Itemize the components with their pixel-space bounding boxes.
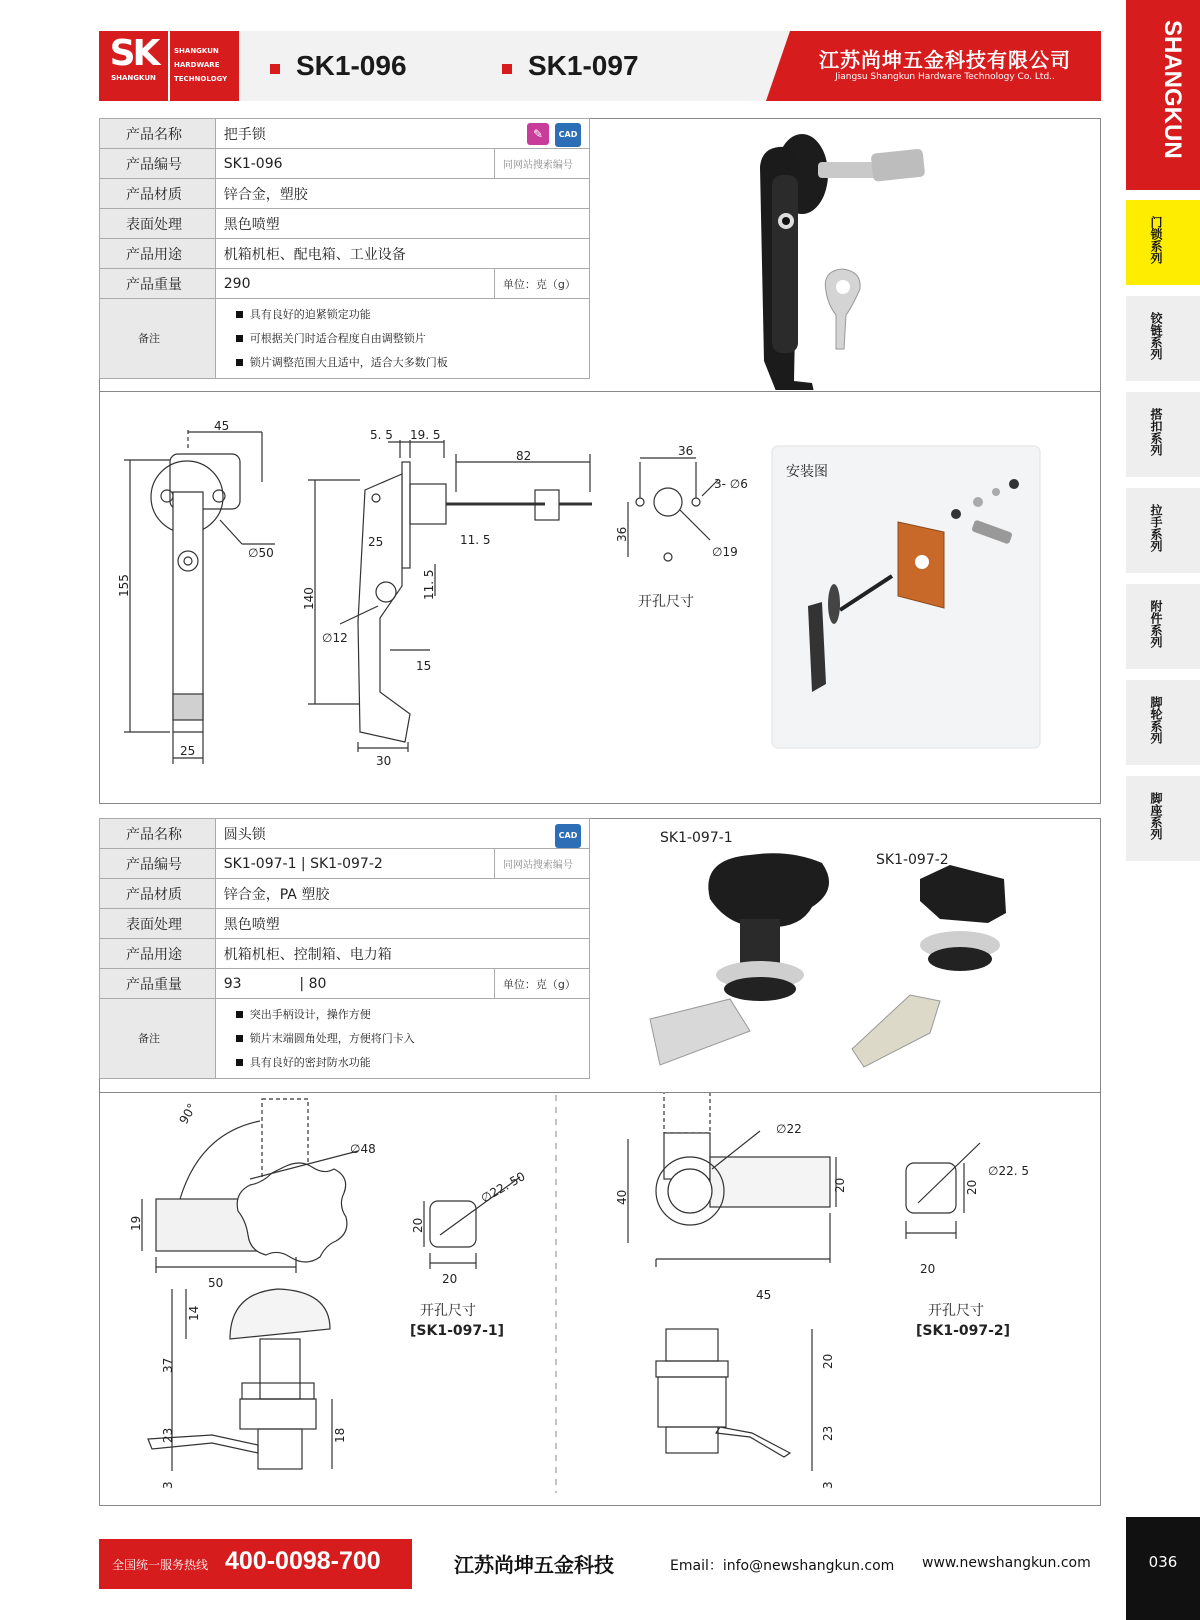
logo-sub: SHANGKUN bbox=[111, 74, 156, 82]
spec-row bbox=[100, 969, 590, 999]
footer-company: 江苏尚坤五金科技 bbox=[454, 1553, 614, 1577]
page-number: 036 bbox=[1126, 1517, 1200, 1620]
spec-notes bbox=[215, 299, 589, 379]
product-2-photo bbox=[590, 819, 1100, 1091]
dim-label: 25 bbox=[368, 535, 384, 549]
spec-hint: 同网站搜索编号 bbox=[494, 849, 589, 879]
dim-label: 23 bbox=[821, 1425, 835, 1441]
product-1-spec-table bbox=[99, 118, 590, 379]
dim-label: 36 bbox=[678, 444, 694, 458]
bullet-icon bbox=[236, 311, 243, 318]
tab-label: 脚轮系列 bbox=[1149, 696, 1163, 744]
hole-size-label: 开孔尺寸 bbox=[420, 1303, 476, 1319]
dim-label: ∅22 bbox=[776, 1122, 802, 1136]
spec-row bbox=[100, 149, 590, 179]
dim-label: 5. 5 bbox=[370, 428, 393, 442]
note-item: 具有良好的迫紧锁定功能 bbox=[236, 303, 581, 327]
bullet-icon bbox=[236, 1059, 243, 1066]
hole-model-label: [SK1-097-2] bbox=[916, 1323, 1011, 1339]
dim-label: 20 bbox=[411, 1217, 425, 1233]
dim-label: 25 bbox=[180, 744, 196, 758]
bullet-icon bbox=[236, 359, 243, 366]
note-item: 锁片末端圆角处理，方便将门卡入 bbox=[236, 1027, 581, 1051]
dim-label: 14 bbox=[187, 1305, 201, 1321]
cad-download-icon[interactable]: CAD bbox=[555, 123, 581, 147]
spec-key: 产品编号 bbox=[100, 849, 216, 879]
dim-label: 30 bbox=[376, 754, 392, 768]
logo-tag-line: HARDWARE bbox=[174, 61, 220, 69]
dim-label: 3 bbox=[161, 1481, 175, 1489]
spec-row bbox=[100, 939, 590, 969]
logo-tagline bbox=[174, 44, 238, 86]
tab-label: 拉手系列 bbox=[1149, 504, 1163, 552]
dim-label: ∅50 bbox=[248, 546, 274, 560]
bullet-icon bbox=[270, 64, 280, 74]
bullet-icon bbox=[236, 1011, 243, 1018]
install-label: 安装图 bbox=[786, 464, 828, 480]
note-item: 锁片调整范围大且适中，适合大多数门板 bbox=[236, 351, 581, 375]
spec-value: 把手锁 bbox=[215, 119, 589, 149]
spec-row bbox=[100, 909, 590, 939]
photo-label: SK1-097-1 bbox=[660, 830, 733, 846]
footer-email[interactable]: Email：info@newshangkun.com bbox=[670, 1558, 895, 1574]
cad-download-icon[interactable]: CAD bbox=[555, 824, 581, 848]
bullet-icon bbox=[502, 64, 512, 74]
dim-label: 50 bbox=[208, 1276, 224, 1290]
dim-label: 20 bbox=[920, 1262, 936, 1276]
model-title-1: SK1-096 bbox=[296, 50, 407, 81]
note-item: 具有良好的密封防水功能 bbox=[236, 1051, 581, 1075]
spec-value: 机箱机柜、控制箱、电力箱 bbox=[215, 939, 589, 969]
dim-label: 82 bbox=[516, 449, 532, 463]
company-name-en: Jiangsu Shangkun Hardware Technology Co. Ltd.. bbox=[835, 72, 1055, 82]
model-title-2: SK1-097 bbox=[528, 50, 639, 81]
spec-key: 备注 bbox=[100, 299, 216, 379]
spec-unit: 单位：克（g） bbox=[494, 269, 589, 299]
dim-label: 19 bbox=[129, 1215, 143, 1231]
hole-model-label: [SK1-097-1] bbox=[410, 1323, 505, 1339]
dim-label: 20 bbox=[965, 1179, 979, 1195]
dim-label: 155 bbox=[117, 574, 131, 597]
spec-key: 产品名称 bbox=[100, 819, 216, 849]
dim-label: 3 bbox=[821, 1481, 835, 1489]
product-2-spec-table bbox=[99, 818, 590, 1079]
logo-mark: SK bbox=[109, 33, 158, 74]
photo-label: SK1-097-2 bbox=[876, 852, 949, 868]
dim-label: 40 bbox=[615, 1189, 629, 1205]
spec-value: 290 bbox=[215, 269, 494, 299]
dim-label: 3- ∅6 bbox=[714, 477, 748, 491]
spec-value: 机箱机柜、配电箱、工业设备 bbox=[215, 239, 589, 269]
spec-value: 圆头锁 bbox=[215, 819, 589, 849]
tab-label: 铰链系列 bbox=[1149, 312, 1163, 360]
dim-label: 20 bbox=[442, 1272, 458, 1286]
spec-key: 产品编号 bbox=[100, 149, 216, 179]
dim-label: 140 bbox=[302, 587, 316, 610]
logo-tag-line: TECHNOLOGY bbox=[174, 75, 228, 83]
product-1-drawings bbox=[100, 392, 1100, 802]
spec-unit: 单位：克（g） bbox=[494, 969, 589, 999]
dim-label: 19. 5 bbox=[410, 428, 441, 442]
dim-label: ∅48 bbox=[350, 1142, 376, 1156]
spec-value: 93 | 80 bbox=[215, 969, 494, 999]
search-tool-icon[interactable]: ✎ bbox=[527, 123, 549, 145]
bullet-icon bbox=[236, 335, 243, 342]
product-2-drawings bbox=[100, 1093, 1100, 1505]
spec-hint: 同网站搜索编号 bbox=[494, 149, 589, 179]
tab-label: 搭扣系列 bbox=[1149, 408, 1163, 456]
spec-key: 产品名称 bbox=[100, 119, 216, 149]
dim-label: 37 bbox=[161, 1357, 175, 1373]
logo-divider bbox=[168, 31, 170, 101]
spec-key: 产品材质 bbox=[100, 879, 216, 909]
spec-row bbox=[100, 999, 590, 1079]
spec-value: 锌合金，塑胶 bbox=[215, 179, 589, 209]
note-item: 可根据关门时适合程度自由调整锁片 bbox=[236, 327, 581, 351]
spec-key: 产品用途 bbox=[100, 939, 216, 969]
dim-label: 11. 5 bbox=[460, 533, 491, 547]
dim-label: 90° bbox=[176, 1101, 200, 1127]
hotline-phone[interactable]: 400-0098-700 bbox=[225, 1547, 381, 1575]
tab-label: 附件系列 bbox=[1149, 600, 1163, 648]
spec-key: 产品材质 bbox=[100, 179, 216, 209]
company-name-cn: 江苏尚坤五金科技有限公司 bbox=[819, 48, 1071, 72]
hole-size-label: 开孔尺寸 bbox=[638, 594, 694, 610]
spec-key: 备注 bbox=[100, 999, 216, 1079]
spec-row bbox=[100, 209, 590, 239]
hole-size-label: 开孔尺寸 bbox=[928, 1303, 984, 1319]
footer-website[interactable]: www.newshangkun.com bbox=[922, 1555, 1091, 1571]
spec-key: 产品用途 bbox=[100, 239, 216, 269]
dim-label: ∅19 bbox=[712, 545, 738, 559]
dim-label: 15 bbox=[416, 659, 432, 673]
bullet-icon bbox=[236, 1035, 243, 1042]
spec-notes bbox=[215, 999, 589, 1079]
tab-label: 脚座系列 bbox=[1149, 792, 1163, 840]
hotline-label: 全国统一服务热线 bbox=[112, 1558, 209, 1572]
spec-key: 产品重量 bbox=[100, 969, 216, 999]
dim-label: 11. 5 bbox=[422, 569, 436, 600]
spec-row bbox=[100, 119, 590, 149]
spec-row bbox=[100, 299, 590, 379]
dim-label: 20 bbox=[821, 1353, 835, 1369]
note-item: 突出手柄设计，操作方便 bbox=[236, 1003, 581, 1027]
spec-key: 表面处理 bbox=[100, 209, 216, 239]
logo-tag-line: SHANGKUN bbox=[174, 47, 219, 55]
spec-value: 黑色喷塑 bbox=[215, 909, 589, 939]
dim-label: 23 bbox=[161, 1427, 175, 1443]
spec-value: 黑色喷塑 bbox=[215, 209, 589, 239]
spec-row bbox=[100, 269, 590, 299]
dim-label: ∅12 bbox=[322, 631, 348, 645]
dim-label: ∅22. 5 bbox=[988, 1164, 1029, 1178]
spec-value: SK1-096 bbox=[215, 149, 494, 179]
spec-row bbox=[100, 819, 590, 849]
dim-label: 20 bbox=[833, 1177, 847, 1193]
spec-key: 表面处理 bbox=[100, 909, 216, 939]
dim-label: ∅22. 50 bbox=[478, 1169, 528, 1206]
dim-label: 45 bbox=[756, 1288, 772, 1302]
spec-row bbox=[100, 239, 590, 269]
brand-label: SHANGKUN bbox=[1159, 20, 1186, 159]
spec-row bbox=[100, 879, 590, 909]
spec-row bbox=[100, 849, 590, 879]
spec-value: 锌合金，PA 塑胶 bbox=[215, 879, 589, 909]
dim-label: 36 bbox=[615, 526, 629, 542]
dim-label: 18 bbox=[333, 1427, 347, 1443]
spec-key: 产品重量 bbox=[100, 269, 216, 299]
dim-label: 45 bbox=[214, 419, 230, 433]
spec-value: SK1-097-1 | SK1-097-2 bbox=[215, 849, 494, 879]
tab-label: 门锁系列 bbox=[1149, 216, 1163, 264]
spec-row bbox=[100, 179, 590, 209]
product-1-photo bbox=[590, 119, 1100, 390]
